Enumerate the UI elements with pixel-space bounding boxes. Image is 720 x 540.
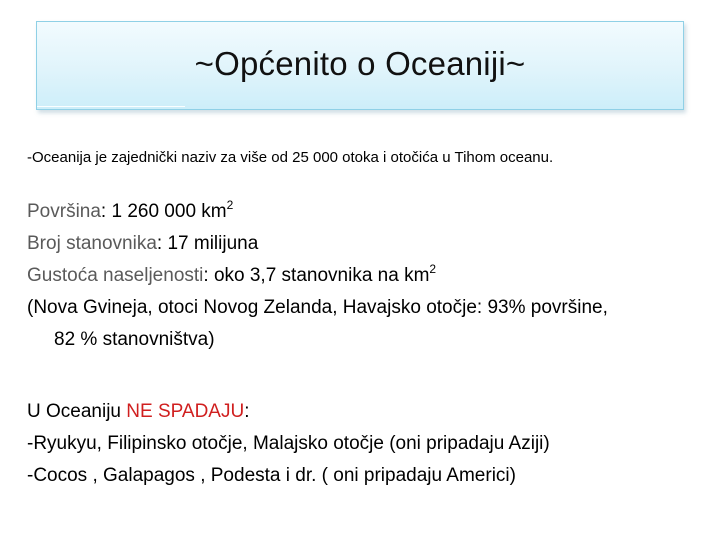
- exclusion-item-asia: -Ryukyu, Filipinsko otočje, Malajsko otočje (oni pripadaju Aziji): [27, 433, 550, 454]
- exclusions-lead: U Oceaniju: [27, 401, 127, 422]
- population-label: Broj stanovnika: [27, 233, 157, 254]
- population-line: [27, 228, 608, 260]
- area-value: : 1 260 000 km: [100, 201, 227, 222]
- density-superscript: 2: [429, 262, 437, 276]
- population-value: : 17 milijuna: [156, 233, 259, 254]
- intro-text: -Oceanija je zajednički naziv za više od 25 000 otoka i otočića u Tihom oceanu.: [27, 149, 554, 166]
- note-line-1: (Nova Gvineja, otoci Novog Zelanda, Havajsko otočje: 93% površine,: [27, 297, 608, 318]
- exclusions-heading: [27, 396, 550, 428]
- note-line-2: 82 % stanovništva): [54, 329, 215, 350]
- exclusions-emphasis: NE SPADAJU: [126, 401, 245, 422]
- area-label: Površina: [27, 201, 101, 222]
- density-line: [27, 260, 608, 292]
- density-value: : oko 3,7 stanovnika na km: [203, 265, 430, 286]
- exclusions-colon: :: [244, 401, 250, 422]
- exclusions-block: [27, 396, 550, 492]
- title-divider: [37, 106, 185, 107]
- area-line: [27, 196, 608, 228]
- density-label: Gustoća naseljenosti: [27, 265, 204, 286]
- title-box: [36, 21, 684, 110]
- stats-block: [27, 196, 608, 356]
- exclusion-item-america: -Cocos , Galapagos , Podesta i dr. ( oni pripadaju Americi): [27, 465, 516, 486]
- slide-title: ~Općenito o Oceaniji~: [194, 44, 526, 82]
- area-superscript: 2: [226, 198, 234, 212]
